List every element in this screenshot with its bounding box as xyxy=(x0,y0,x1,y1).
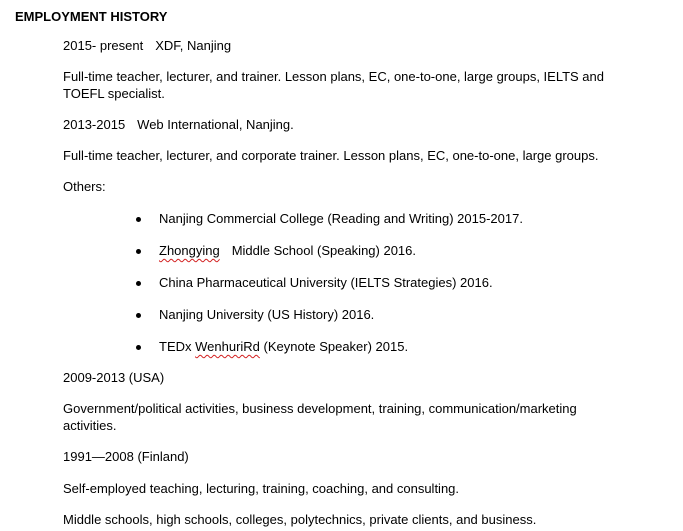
job-organization: Web International, Nanjing. xyxy=(137,117,294,132)
period-finland: 1991—2008 (Finland) xyxy=(63,449,189,464)
job-period: 2013-2015 xyxy=(63,117,126,132)
list-item-text: Zhongying Middle School (Speaking) 2016. xyxy=(159,243,416,258)
description-usa: Government/political activities, business development, training, communication/marketing activities. xyxy=(63,401,577,433)
bullet-icon xyxy=(136,281,141,286)
list-item-text: China Pharmaceutical University (IELTS Strategies) 2016. xyxy=(159,275,493,290)
period-usa: 2009-2013 (USA) xyxy=(63,370,165,385)
description-finland-clients: Middle schools, high schools, colleges, polytechnics, private clients, and business. xyxy=(63,512,537,527)
description-finland: Self-employed teaching, lecturing, training, coaching, and consulting. xyxy=(63,481,460,496)
list-item-text: Nanjing Commercial College (Reading and Writing) 2015-2017. xyxy=(159,211,523,226)
bullet-icon xyxy=(136,249,141,254)
job-description-web: Full-time teacher, lecturer, and corporate trainer. Lesson plans, EC, one-to-one, large groups. xyxy=(63,148,599,163)
job-header-web xyxy=(63,116,633,133)
job-description-xdf: Full-time teacher, lecturer, and trainer. Lesson plans, EC, one-to-one, large groups, IELTS and TOEFL specialist. xyxy=(63,69,604,101)
job-period: 2015- present xyxy=(63,38,144,53)
job-organization: XDF, Nanjing xyxy=(155,38,232,53)
bullet-icon xyxy=(136,345,141,350)
others-label: Others: xyxy=(63,179,106,194)
bullet-icon xyxy=(136,217,141,222)
bullet-icon xyxy=(136,313,141,318)
job-header-xdf xyxy=(63,37,633,54)
section-heading: EMPLOYMENT HISTORY xyxy=(15,9,168,24)
list-item-text: Nanjing University (US History) 2016. xyxy=(159,307,375,322)
list-item-text: TEDx WenhuriRd (Keynote Speaker) 2015. xyxy=(159,339,409,354)
misspelled-word[interactable]: WenhuriRd xyxy=(195,339,260,354)
misspelled-word[interactable]: Zhongying xyxy=(159,243,220,258)
